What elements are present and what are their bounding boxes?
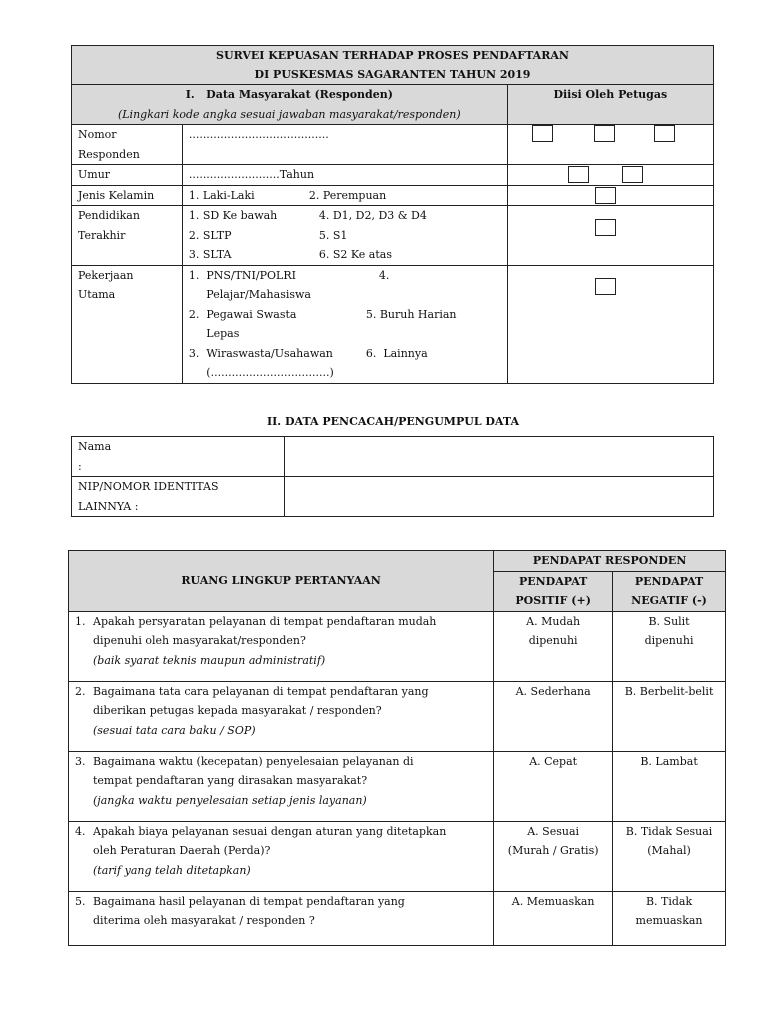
positive-answer-line: A. Cepat: [529, 754, 578, 768]
education-option[interactable]: 6. S2 Ke atas: [318, 248, 392, 261]
education-label-line2: Terakhir: [78, 228, 126, 242]
negative-answer[interactable]: [613, 891, 726, 945]
negative-answer[interactable]: [613, 611, 726, 681]
question-note: (tarif yang telah ditetapkan): [93, 863, 251, 877]
education-option-row: [189, 206, 501, 226]
occupation-option-row: [189, 324, 501, 344]
negative-answer-line: B. Berbelit-belit: [624, 684, 714, 698]
occupation-option[interactable]: 4.: [378, 268, 390, 282]
respondent-number-label-line1: Nomor: [78, 128, 117, 141]
negative-header-line1: PENDAPAT: [634, 574, 704, 588]
question-number: 4.: [75, 824, 86, 838]
nip-label-cell: [72, 477, 285, 517]
occupation-option-row: [189, 344, 501, 364]
positive-header-line1: PENDAPAT: [518, 574, 588, 588]
question-row: [69, 611, 726, 681]
occupation-box-cell: [507, 265, 713, 383]
question-line: [75, 612, 487, 632]
respondent-number-boxes: [507, 125, 713, 165]
positive-answer-line: A. Mudah: [526, 614, 581, 628]
education-option[interactable]: 3. SLTA: [188, 248, 232, 261]
occupation-option[interactable]: 6. Lainnya: [365, 346, 428, 360]
respondent-number-label-line2: Responden: [78, 147, 140, 161]
code-box[interactable]: [532, 125, 553, 142]
section-number: I.: [185, 88, 195, 101]
positive-header: [494, 571, 613, 611]
occupation-option-row: [189, 285, 501, 305]
respondent-number-label: [72, 125, 183, 165]
question-note: (baik syarat teknis maupun administratif): [93, 653, 326, 667]
negative-header-line2: NEGATIF (-): [631, 594, 707, 607]
negative-answer-line: B. Tidak Sesuai: [625, 824, 713, 838]
occupation-option[interactable]: 2. Pegawai Swasta: [188, 307, 297, 321]
question-line: [75, 822, 487, 842]
positive-answer[interactable]: [494, 681, 613, 751]
question-number: 3.: [75, 754, 86, 768]
gender-option-male[interactable]: 1. Laki-Laki: [188, 188, 255, 202]
question-number: 2.: [75, 684, 86, 698]
enumerator-section-title: II. DATA PENCACAH/PENGUMPUL DATA: [267, 415, 519, 428]
age-label: Umur: [72, 165, 183, 186]
education-option[interactable]: 2. SLTP: [188, 228, 232, 242]
question-row: [69, 891, 726, 945]
question-line: [75, 892, 487, 912]
occupation-options: [182, 265, 507, 383]
name-colon: :: [78, 459, 82, 473]
occupation-option[interactable]: (..................................): [188, 366, 334, 379]
nip-field[interactable]: [284, 477, 713, 517]
occupation-label: [72, 265, 183, 383]
negative-answer-line: dipenuhi: [644, 634, 694, 647]
question-text-cell: [69, 681, 494, 751]
name-label: Nama: [78, 440, 112, 453]
occupation-option-row: [189, 266, 501, 286]
negative-answer-line: memuaskan: [635, 914, 703, 927]
question-text: dipenuhi oleh masyarakat/responden?: [93, 634, 306, 647]
education-option[interactable]: 4. D1, D2, D3 & D4: [318, 209, 427, 222]
name-label-cell: [72, 437, 285, 477]
respondent-number-field[interactable]: ........................................: [182, 125, 507, 165]
code-box[interactable]: [622, 166, 643, 183]
occupation-option-row: [189, 305, 501, 325]
question-text: diterima oleh masyarakat / responden ?: [93, 914, 315, 927]
positive-header-line2: POSITIF (+): [515, 594, 591, 607]
education-label-line1: Pendidikan: [78, 209, 140, 222]
education-box-cell: [507, 206, 713, 266]
question-text: Bagaimana waktu (kecepatan) penyelesaian pelayanan di: [93, 754, 414, 768]
education-option-row: [189, 226, 501, 246]
question-line: [75, 682, 487, 702]
name-field[interactable]: [284, 437, 713, 477]
respondent-data-table: [71, 45, 714, 384]
negative-answer-line: B. Sulit: [648, 614, 690, 628]
question-row: [69, 751, 726, 821]
positive-answer-line: A. Sesuai: [527, 824, 580, 838]
question-text-cell: [69, 821, 494, 891]
positive-answer[interactable]: [494, 821, 613, 891]
code-box[interactable]: [595, 278, 616, 295]
positive-answer-line: A. Memuaskan: [511, 894, 595, 908]
opinion-header: PENDAPAT RESPONDEN: [494, 551, 726, 572]
education-option-row: [189, 245, 501, 265]
question-note: (sesuai tata cara baku / SOP): [93, 723, 256, 737]
negative-answer-line: B. Tidak: [645, 894, 693, 908]
survey-title: [72, 46, 714, 85]
age-field[interactable]: ..........................Tahun: [182, 165, 507, 186]
question-line: [75, 752, 487, 772]
question-row: [69, 681, 726, 751]
positive-answer[interactable]: [494, 751, 613, 821]
respondent-section-heading: [72, 85, 508, 125]
gender-box-cell: [507, 185, 713, 206]
education-label: [72, 206, 183, 266]
gender-option-female[interactable]: 2. Perempuan: [308, 188, 387, 202]
section-heading: Data Masyarakat (Responden): [206, 88, 393, 101]
positive-answer-line: (Murah / Gratis): [507, 844, 599, 857]
positive-answer[interactable]: [494, 891, 613, 945]
occupation-option[interactable]: Lepas: [188, 327, 240, 340]
positive-answer[interactable]: [494, 611, 613, 681]
question-number: 5.: [75, 894, 86, 908]
question-text: Bagaimana hasil pelayanan di tempat pendaftaran yang: [93, 894, 405, 908]
gender-options: [182, 185, 507, 206]
question-text: diberikan petugas kepada masyarakat / responden?: [93, 704, 382, 717]
code-box[interactable]: [594, 125, 615, 142]
question-text-cell: [69, 751, 494, 821]
positive-answer-line: A. Sederhana: [515, 684, 591, 698]
occupation-label-line1: Pekerjaan: [78, 268, 134, 282]
question-number: 1.: [75, 614, 86, 628]
survey-title-line1: SURVEI KEPUASAN TERHADAP PROSES PENDAFTARAN: [216, 49, 569, 62]
instruction-text: (Lingkari kode angka sesuai jawaban masyarakat/responden): [117, 107, 461, 121]
occupation-option[interactable]: Pelajar/Mahasiswa: [188, 288, 311, 301]
age-boxes: [507, 165, 713, 186]
enumerator-table: [71, 436, 714, 517]
negative-answer-line: B. Lambat: [640, 754, 698, 768]
negative-header: [613, 571, 726, 611]
question-text: Apakah biaya pelayanan sesuai dengan aturan yang ditetapkan: [93, 824, 447, 838]
survey-title-line2: DI PUSKESMAS SAGARANTEN TAHUN 2019: [254, 68, 531, 81]
code-box[interactable]: [595, 219, 616, 236]
gender-label: Jenis Kelamin: [72, 185, 183, 206]
question-row: [69, 821, 726, 891]
occupation-option[interactable]: 1. PNS/TNI/POLRI: [188, 268, 296, 282]
question-text: Bagaimana tata cara pelayanan di tempat pendaftaran yang: [93, 684, 429, 698]
code-box[interactable]: [595, 187, 616, 204]
occupation-option[interactable]: 3. Wiraswasta/Usahawan: [188, 346, 333, 360]
negative-answer[interactable]: [613, 751, 726, 821]
negative-answer[interactable]: [613, 681, 726, 751]
officer-column-header: Diisi Oleh Petugas: [507, 85, 713, 125]
positive-answer-line: dipenuhi: [528, 634, 578, 647]
nip-label-line1: NIP/NOMOR IDENTITAS: [78, 480, 219, 493]
education-options: [182, 206, 507, 266]
code-box[interactable]: [654, 125, 675, 142]
question-text-cell: [69, 891, 494, 945]
education-option[interactable]: 5. S1: [318, 228, 348, 242]
questionnaire-table: [68, 550, 726, 946]
nip-label-line2: LAINNYA :: [78, 499, 139, 513]
question-text-cell: [69, 611, 494, 681]
question-text: oleh Peraturan Daerah (Perda)?: [93, 844, 271, 857]
code-box[interactable]: [568, 166, 589, 183]
question-text: tempat pendaftaran yang dirasakan masyarakat?: [93, 774, 368, 787]
education-option[interactable]: 1. SD Ke bawah: [188, 209, 278, 222]
scope-header: RUANG LINGKUP PERTANYAAN: [69, 551, 494, 612]
occupation-option[interactable]: 5. Buruh Harian: [365, 307, 457, 321]
negative-answer-line: (Mahal): [647, 844, 691, 857]
question-note: (jangka waktu penyelesaian setiap jenis layanan): [93, 793, 367, 807]
question-text: Apakah persyaratan pelayanan di tempat pendaftaran mudah: [93, 614, 437, 628]
negative-answer[interactable]: [613, 821, 726, 891]
occupation-option-row: [189, 363, 501, 383]
occupation-label-line2: Utama: [78, 288, 116, 301]
